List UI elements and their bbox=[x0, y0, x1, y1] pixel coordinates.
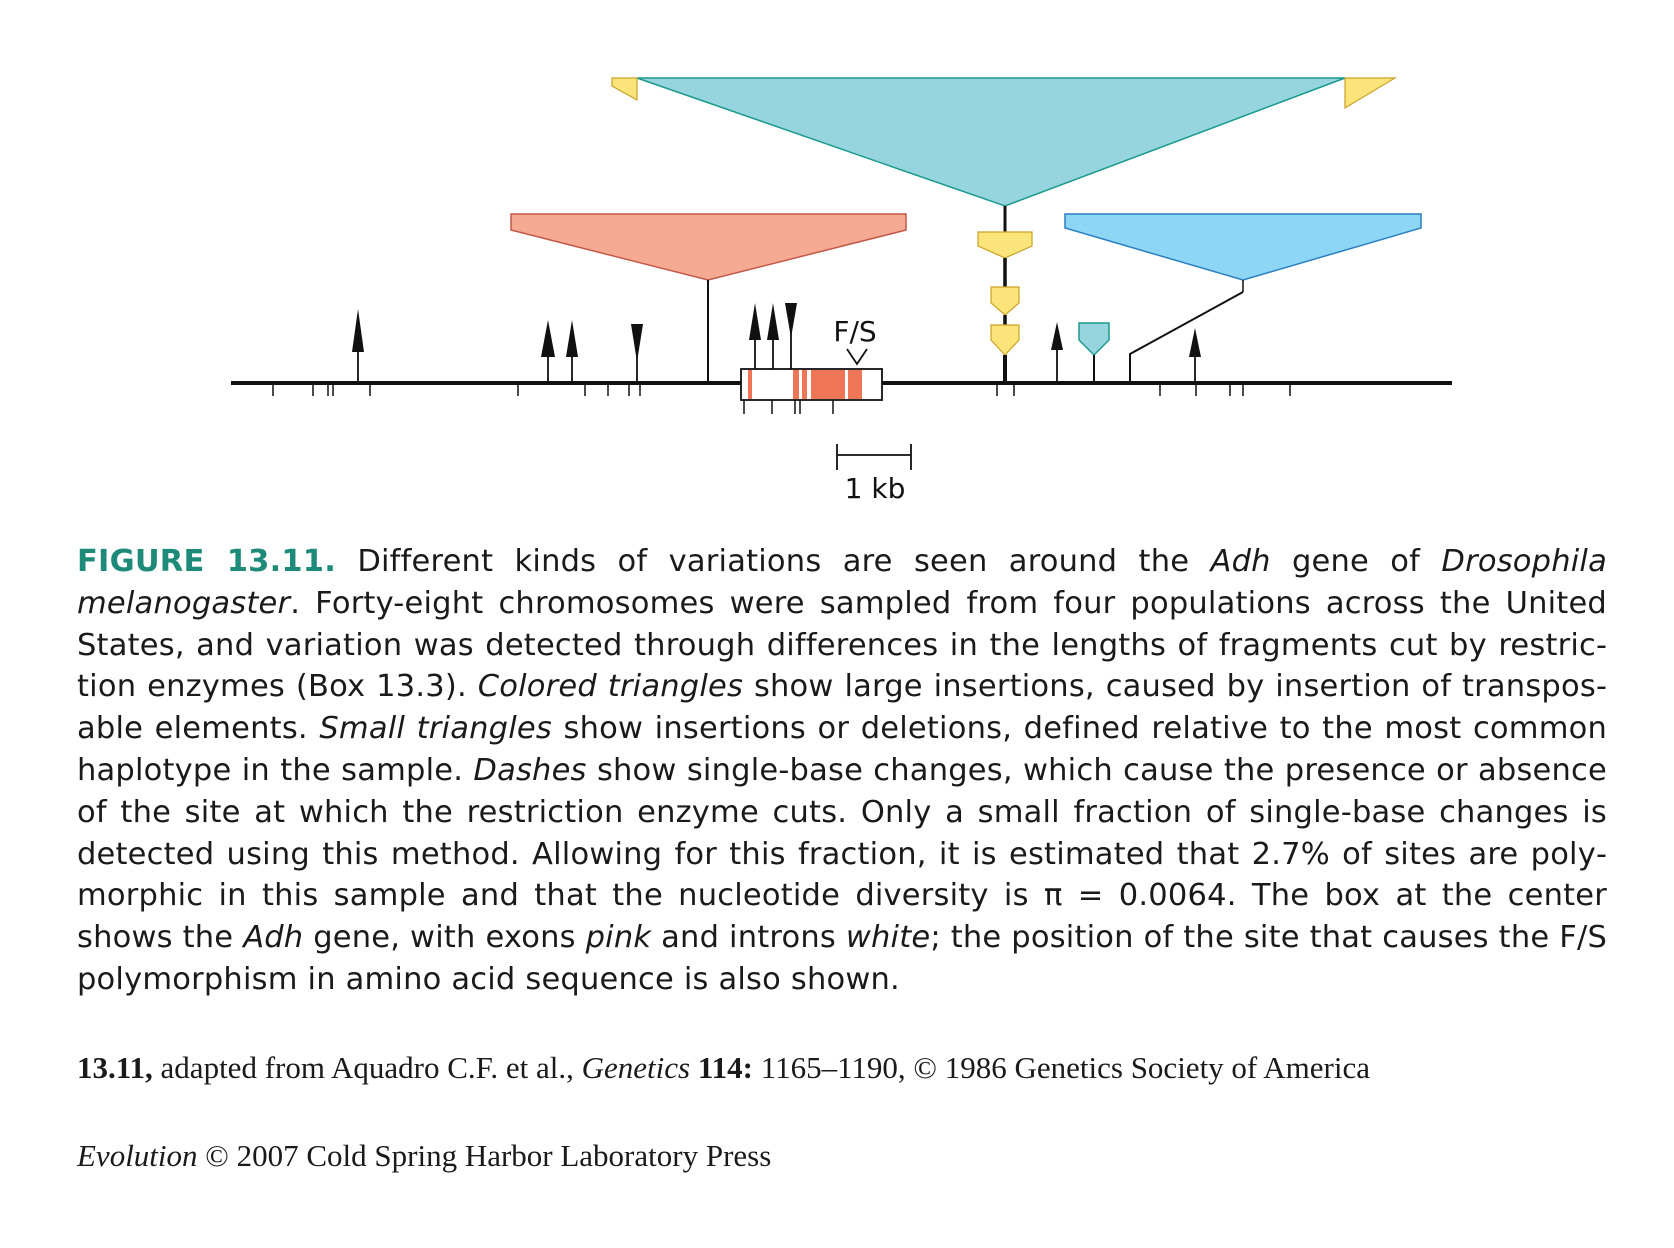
caption-text: gene of bbox=[1291, 544, 1421, 579]
scale-label: 1 kb bbox=[844, 472, 906, 505]
exon bbox=[748, 370, 752, 399]
source-credit bbox=[77, 1050, 1370, 1086]
caption-italic: white bbox=[845, 920, 931, 956]
deletion-marker bbox=[785, 303, 797, 369]
adh-gene-box bbox=[741, 369, 882, 400]
book-copyright bbox=[77, 1138, 771, 1174]
fs-site-marker bbox=[833, 315, 876, 364]
credit-text: 1165–1190, © 1986 Genetics Society of America bbox=[760, 1050, 1371, 1085]
caption-italic: Adh bbox=[1210, 544, 1271, 579]
caption-text: show insertions or deletions, defined relative to the most common haplotype in the sample. bbox=[77, 711, 1607, 788]
exon bbox=[793, 370, 799, 399]
insertion-marker bbox=[566, 320, 578, 383]
caption-italic: Colored triangles bbox=[477, 669, 744, 705]
adh-variation-diagram bbox=[0, 0, 1674, 520]
caption-text: Different kinds of variations are seen around the bbox=[357, 544, 1190, 579]
fs-label: F/S bbox=[833, 315, 877, 348]
caption-text: and introns bbox=[661, 920, 836, 956]
book-title: Evolution bbox=[77, 1138, 198, 1173]
credit-journal: Genetics bbox=[581, 1050, 691, 1085]
large-salmon-insertion bbox=[511, 214, 906, 383]
insertion-marker bbox=[352, 309, 364, 383]
credit-number: 13.11, bbox=[77, 1050, 153, 1085]
insertion-marker bbox=[749, 303, 761, 369]
exon bbox=[811, 370, 845, 399]
caption-italic: Drosophila melanogaster bbox=[77, 544, 1607, 621]
caption-italic: pink bbox=[585, 920, 652, 956]
caption-text: ; the position of the site that causes the F/S polymorphism in amino acid sequence is also shown. bbox=[77, 920, 1607, 997]
caption-text: gene, with exons bbox=[313, 920, 576, 956]
large-blue-insertion bbox=[1065, 214, 1421, 383]
caption-italic: Small triangles bbox=[319, 711, 552, 747]
figure-label: FIGURE 13.11. bbox=[77, 544, 336, 579]
deletion-marker bbox=[631, 324, 643, 383]
yellow-insertion-stack bbox=[978, 232, 1032, 383]
exon bbox=[802, 370, 807, 399]
insertion-marker bbox=[541, 320, 555, 383]
caption-italic: Adh bbox=[243, 920, 304, 956]
insertion-marker bbox=[1051, 322, 1063, 383]
caption-text: show large insertions, caused by insertion of transposable elements. bbox=[77, 669, 1607, 747]
insertion-marker bbox=[1189, 328, 1201, 383]
insertion-marker bbox=[767, 303, 779, 369]
figure-caption bbox=[77, 541, 1607, 1001]
copyright-text: © 2007 Cold Spring Harbor Laboratory Press bbox=[205, 1138, 772, 1173]
exon bbox=[848, 370, 862, 399]
large-teal-insertion bbox=[612, 78, 1395, 232]
caption-text: show single-base changes, which cause the presence or absence of the site at which the restriction enzyme cuts. Only a small fraction of single-base changes is detected using this method. Allowing for this fraction, it is estimated that 2.7% of sites are polymorphic in this sample and that the nucleotide diversity is π = 0.0064. The box at the center shows the bbox=[77, 752, 1607, 956]
credit-volume: 114: bbox=[697, 1050, 753, 1085]
credit-text: adapted from Aquadro C.F. et al., bbox=[160, 1050, 574, 1085]
small-teal-insertion bbox=[1079, 323, 1109, 383]
scale-bar bbox=[837, 444, 911, 505]
caption-text: . Forty-eight chromosomes were sampled from four populations across the United States, and variation was detected through differences in the lengths of fragments cut by restriction enzymes (Box 13.3). bbox=[77, 585, 1607, 705]
caption-italic: Dashes bbox=[473, 752, 587, 788]
